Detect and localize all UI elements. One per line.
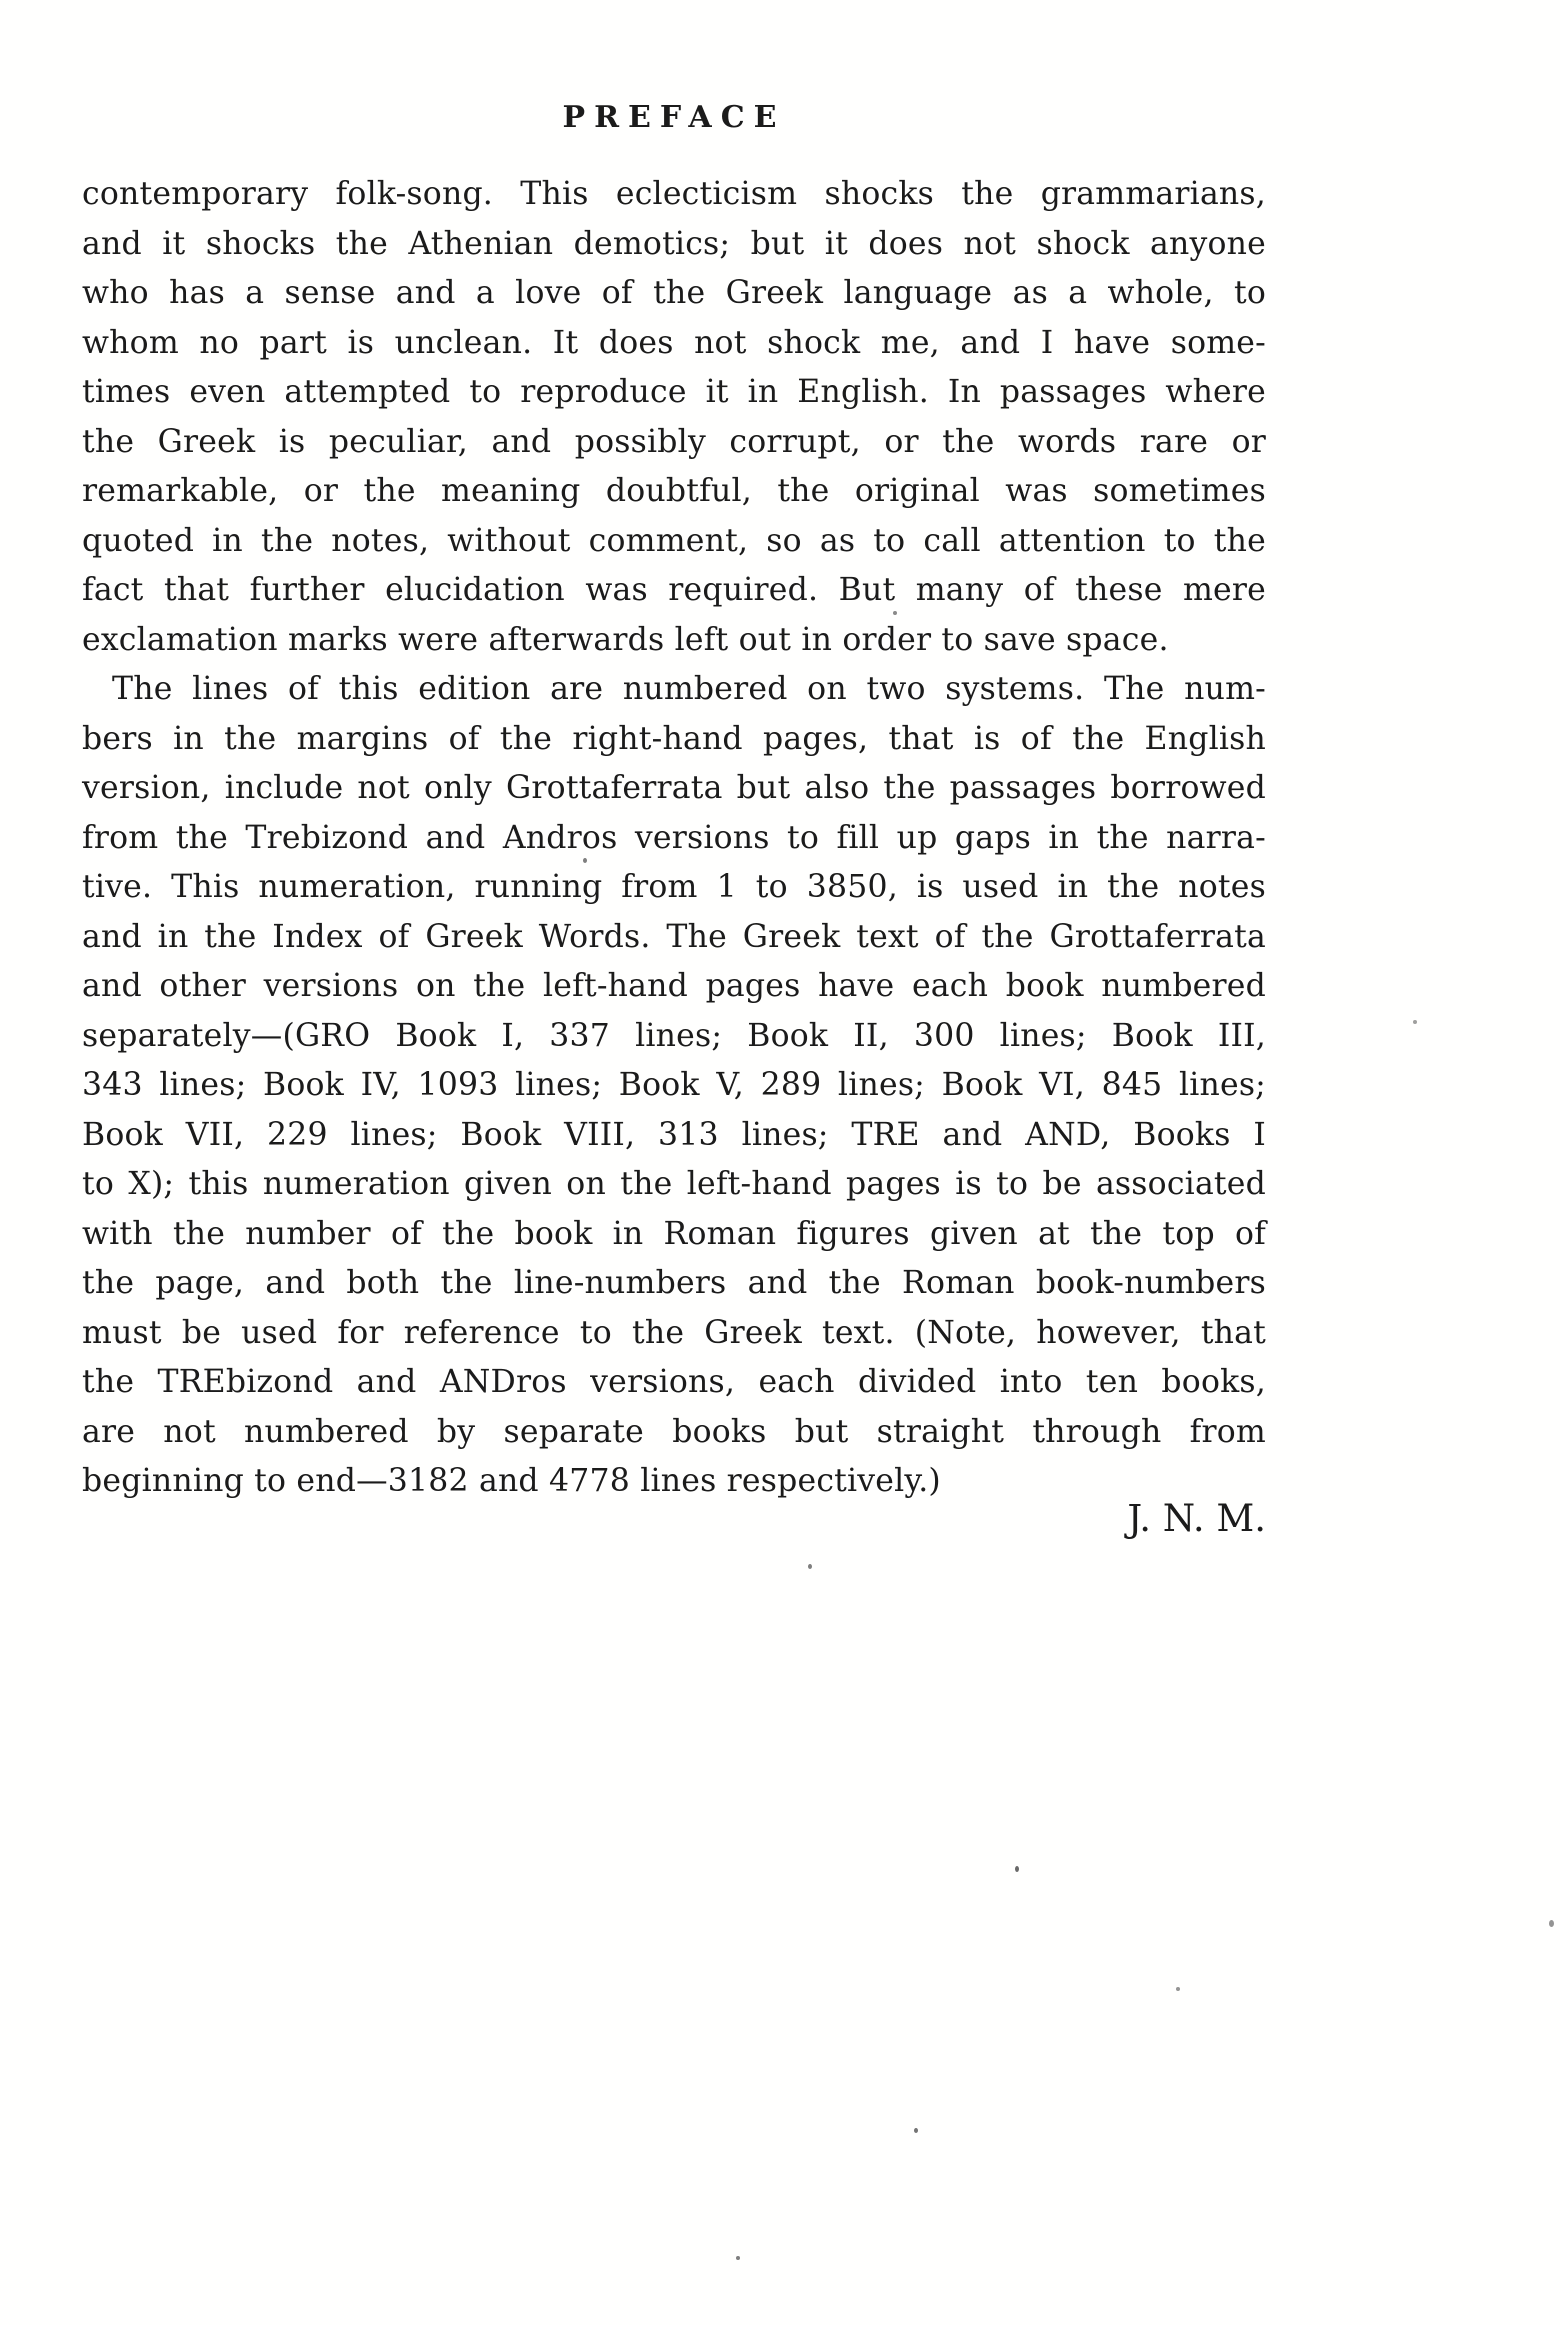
ink-speck — [1176, 1987, 1180, 1991]
ink-speck — [808, 1564, 812, 1569]
text-line: fact that further elucidation was required. But many of these mere — [82, 572, 1266, 608]
text-line: must be used for reference to the Greek text. (Note, however, that — [82, 1314, 1266, 1351]
preface-body — [82, 170, 1266, 1507]
text-line: remarkable, or the meaning doubtful, the original was sometimes — [82, 473, 1266, 509]
paragraph — [82, 170, 1266, 665]
text-line: the TREbizond and ANDros versions, each divided into ten books, — [82, 1364, 1266, 1400]
text-line: the page, and both the line-numbers and the Roman book-numbers — [82, 1265, 1266, 1301]
text-line: with the number of the book in Roman figures given at the top of — [82, 1215, 1266, 1252]
ink-speck — [1549, 1920, 1554, 1927]
text-line: and in the Index of Greek Words. The Greek text of the Grottaferrata — [82, 918, 1266, 955]
text-line: whom no part is unclean. It does not shock me, and I have some- — [82, 324, 1266, 361]
text-line: quoted in the notes, without comment, so as to call attention to the — [82, 522, 1266, 559]
text-line: The lines of this edition are numbered on two systems. The num- — [112, 671, 1266, 707]
text-line: beginning to end—3182 and 4778 lines respectively.) — [82, 1463, 941, 1499]
text-line: times even attempted to reproduce it in English. In passages where — [82, 374, 1266, 410]
ink-speck — [736, 2256, 740, 2260]
ink-speck — [893, 611, 897, 615]
text-line: to X); this numeration given on the left-hand pages is to be associated — [82, 1166, 1266, 1202]
text-line: Book VII, 229 lines; Book VIII, 313 lines; TRE and AND, Books I — [82, 1116, 1266, 1153]
paragraph — [82, 665, 1266, 1507]
text-line: and it shocks the Athenian demotics; but it does not shock anyone — [82, 225, 1266, 262]
text-line: tive. This numeration, running from 1 to 3850, is used in the notes — [82, 869, 1266, 905]
page-title: PREFACE — [562, 100, 786, 135]
ink-speck — [914, 2128, 918, 2133]
text-line: contemporary folk-song. This eclecticism shocks the grammarians, — [82, 176, 1266, 212]
text-line: who has a sense and a love of the Greek language as a whole, to — [82, 275, 1266, 311]
text-line: exclamation marks were afterwards left out in order to save space. — [82, 621, 1169, 658]
text-line: and other versions on the left-hand pages have each book numbered — [82, 968, 1266, 1004]
text-line: are not numbered by separate books but straight through from — [82, 1413, 1266, 1450]
text-line: the Greek is peculiar, and possibly corrupt, or the words rare or — [82, 423, 1266, 460]
text-line: version, include not only Grottaferrata but also the passages borrowed — [82, 770, 1266, 806]
ink-speck — [1015, 1866, 1019, 1872]
author-initials: J. N. M. — [1127, 1497, 1266, 1540]
text-line: bers in the margins of the right-hand pages, that is of the English — [82, 720, 1266, 757]
text-line: 343 lines; Book IV, 1093 lines; Book V, 289 lines; Book VI, 845 lines; — [82, 1067, 1266, 1103]
ink-speck — [583, 858, 587, 863]
ink-speck — [1413, 1020, 1417, 1024]
text-line: separately—(GRO Book I, 337 lines; Book II, 300 lines; Book III, — [82, 1017, 1266, 1054]
text-line: from the Trebizond and Andros versions to fill up gaps in the narra- — [82, 819, 1266, 856]
